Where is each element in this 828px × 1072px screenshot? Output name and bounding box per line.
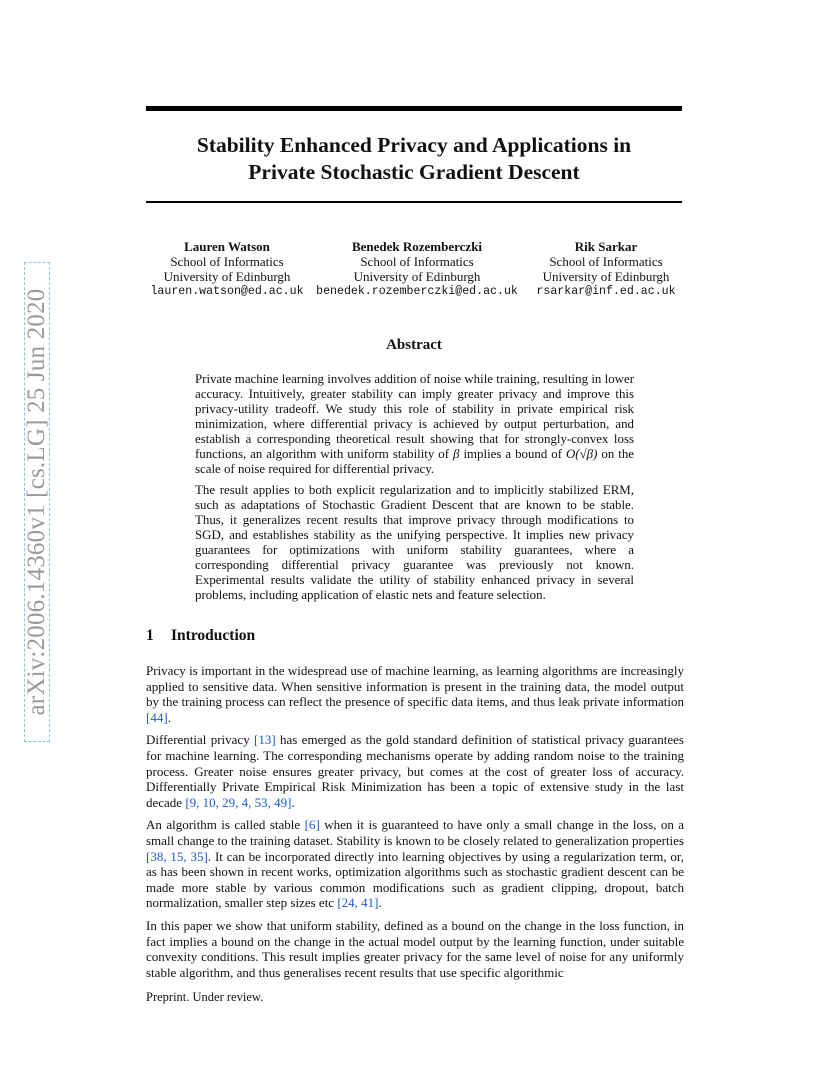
author-1 (142, 239, 312, 299)
body-text: . (291, 794, 295, 810)
abstract-paragraph-2: The result applies to both explicit regularization and to implicitly stabilized ERM, such as adaptations of Stochastic Gradient Descent that are known to be stable. Thus, it generalizes recent results that improve privacy through modifications to SGD, and establishes stability as the unifying perspective. It implies new privacy guarantees for optimizations with uniform stability guarantees, where a corresponding differential privacy guarantee was previously not known. Experimental results validate the utility of stability enhanced privacy in several problems, including application of elastic nets and feature selection. (195, 483, 634, 602)
abstract-heading: Abstract (386, 337, 442, 353)
arxiv-stamp-text: arXiv:2006.14360v1 [cs.LG] 25 Jun 2020 (23, 288, 50, 716)
body-text: Privacy is important in the widespread use of machine learning, as learning algorithms are increasingly applied to sensitive data. When sensitive information is present in the training data, the model output by the training process can reflect the presence of specific data items, and thus leak private information (146, 663, 684, 710)
section-heading (146, 627, 255, 645)
abstract-text: implies a bound of (463, 447, 563, 461)
paper-title (146, 132, 682, 186)
author-univ: University of Edinburgh (542, 269, 670, 284)
intro-paragraph-2 (146, 732, 684, 810)
author-dept: School of Informatics (549, 254, 663, 269)
abstract-text: on the scale of noise required for differential privacy. (195, 447, 634, 476)
author-name: Rik Sarkar (574, 239, 638, 254)
author-dept: School of Informatics (360, 254, 474, 269)
arxiv-stamp[interactable] (20, 262, 54, 742)
author-univ: University of Edinburgh (353, 269, 481, 284)
intro-paragraph-3 (146, 817, 684, 911)
citation-link[interactable]: [24, 41] (337, 895, 379, 911)
section-number: 1 (146, 627, 154, 644)
introduction-body (146, 663, 684, 987)
author-3 (530, 239, 682, 299)
abstract-paragraph-1 (195, 372, 634, 477)
citation-link[interactable]: [44] (146, 709, 168, 725)
body-text: . It can be incorporated directly into learning objectives by using a regularization term, or, as has been shown in recent works, optimization algorithms such as stochastic gradient descent can be made more stable by various common modifications such as gradient clipping, dropout, batch normalization, smaller step sizes etc (146, 848, 684, 911)
title-line-2: Private Stochastic Gradient Descent (248, 160, 580, 184)
citation-link[interactable]: [9, 10, 29, 4, 53, 49] (185, 794, 292, 810)
author-2 (312, 239, 522, 299)
author-email[interactable]: lauren.watson@ed.ac.uk (150, 285, 304, 298)
author-name: Benedek Rozemberczki (351, 239, 483, 254)
body-text: when it is guaranteed to have only a small change in the loss, on a small change to the training dataset. Stability is known to be closely related to generalization properties (146, 817, 685, 848)
citation-link[interactable]: [6] (304, 817, 320, 833)
title-top-rule (146, 106, 682, 111)
abstract-text: Private machine learning involves addition of noise while training, resulting in lower accuracy. Intuitively, greater stability can imply greater privacy and improve this privacy-utility tradeoff. We study this role of stability in private empirical risk minimization, where differential privacy is achieved by output perturbation, and establish a corresponding theoretical result showing that for strongly-convex loss functions, an algorithm with uniform stability of (195, 372, 634, 461)
body-text: . (167, 709, 171, 725)
body-text: has emerged as the gold standard definition of statistical privacy guarantees for machine learning. The corresponding mechanisms operate by adding random noise to the training process. Greater noise ensures greater privacy, but comes at the cost of greater loss of accuracy. Differentially Private Empirical Risk Minimization has been a topic of extensive study in the last decade (146, 732, 684, 810)
body-text: . (378, 895, 382, 911)
author-email[interactable]: rsarkar@inf.ed.ac.uk (536, 285, 676, 298)
title-line-1: Stability Enhanced Privacy and Applications in (196, 133, 632, 157)
author-email[interactable]: benedek.rozemberczki@ed.ac.uk (316, 285, 518, 298)
section-title: Introduction (171, 627, 256, 644)
intro-paragraph-4: In this paper we show that uniform stability, defined as a bound on the change in the loss function, in fact implies a bound on the change in the actual model output by the learning function, under suitable convexity conditions. This result implies greater privacy for the same level of noise for any uniformly stable algorithm, and thus generalises recent results that use specific algorithmic (146, 917, 684, 980)
intro-paragraph-1 (146, 663, 684, 725)
math-bound: O(√β) (566, 447, 598, 461)
author-univ: University of Edinburgh (163, 269, 291, 284)
body-text: An algorithm is called stable (146, 817, 301, 833)
author-dept: School of Informatics (170, 254, 284, 269)
math-beta: β (453, 447, 460, 461)
title-bottom-rule (146, 201, 682, 203)
author-name: Lauren Watson (184, 239, 270, 254)
citation-link[interactable]: [13] (254, 732, 276, 748)
citation-link[interactable]: [38, 15, 35] (146, 848, 208, 864)
author-block (146, 239, 682, 303)
abstract-body (195, 372, 634, 609)
body-text: Differential privacy (146, 732, 250, 748)
preprint-footer: Preprint. Under review. (146, 990, 264, 1004)
